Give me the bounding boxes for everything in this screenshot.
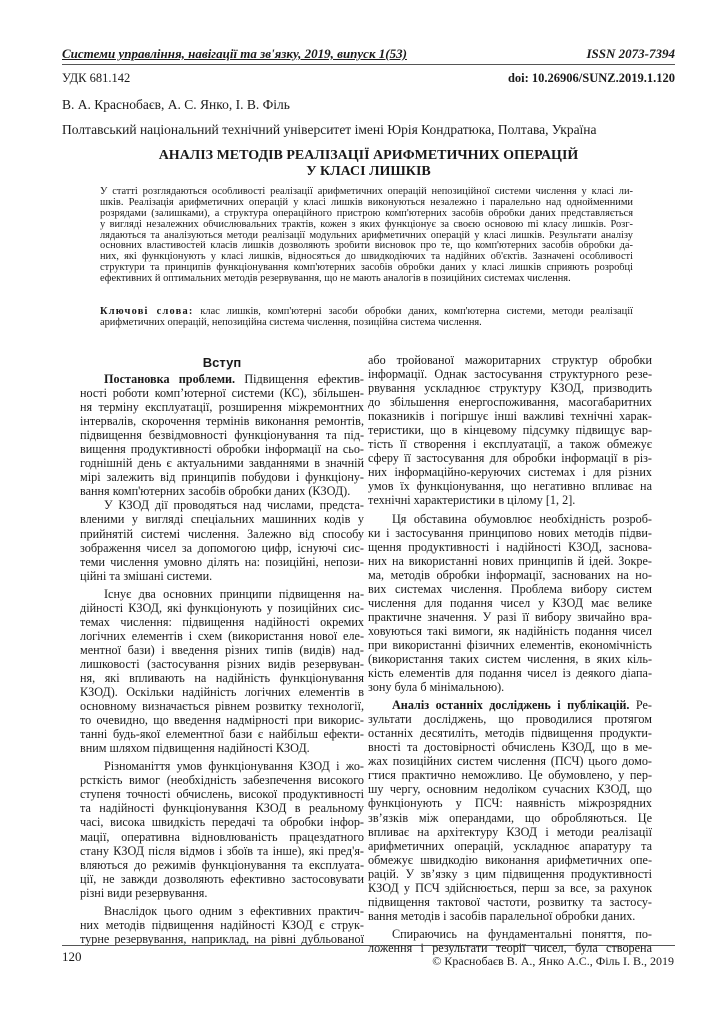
body-text-line: рвування ускладнює структуру КЗОД, призводить (368, 381, 652, 396)
abstract-line: у вигляді незалежних обчислювальних трактів, кожен з яких функціонує за своєю основою mi класу лишків. Розг- (100, 219, 633, 230)
body-text-line: КЗОД). Оскільки надійність логічних елементів в (80, 685, 364, 700)
body-text-line: темах числення: підвищення надійності окремих (80, 614, 364, 629)
body-text-line: ментної бази) і введення різних типів (видів) над- (80, 642, 364, 657)
section-heading-intro: Вступ (202, 355, 242, 370)
body-text-line: вності та достовірності обчислень КЗОД, що в ме- (368, 740, 652, 755)
body-text-line: обмежує швидкодію виконання арифметичних опе- (368, 852, 652, 867)
body-text-line: ки і застосування принципово нових методів підви- (368, 525, 652, 540)
body-text-line: зультати досліджень, що проводилися протягом (368, 712, 652, 727)
keywords-line-2: арифметичних операцій, непозиційна система числення, позиційна система числення. (100, 317, 482, 328)
doi[interactable]: doi: 10.26906/SUNZ.2019.1.120 (507, 71, 675, 85)
body-text-line: ня, які впливають на надійність функціонування (80, 670, 364, 685)
body-text-line: різні види резервування. (80, 885, 208, 900)
body-text-line: практичне значення. У разі її вибору звичайно вра- (368, 609, 652, 624)
body-text-line: інформації. Однак застосування структурного резе- (368, 367, 652, 382)
body-text-line: вляються до режимів функціонування та експлуата- (80, 857, 364, 872)
body-text-line: ційні та змішані системи. (80, 568, 213, 583)
body-text-line: стану КЗОД після відмов і збоїв та інше), які пред'я- (80, 843, 364, 858)
abstract (100, 187, 633, 285)
article-title (62, 148, 675, 180)
body-text-line: мації, оперативна відновлюваність працездатного (80, 829, 364, 844)
body-text-line: (використання таких систем числення, в яких кіль- (368, 651, 652, 666)
body-text-line: Ця обставина обумовлює необхідність розроб- (392, 511, 652, 526)
keywords-label: Ключові слова: (100, 306, 194, 317)
body-text-line: та надійності функціонування КЗОД в реальному (80, 801, 364, 816)
abstract-line: шків. Реалізація арифметичних операцій у класі лишків виконуються незалежно і паралельно над однойменними (100, 197, 633, 208)
body-text-line: лишковості (застосування різних видів резервуван- (80, 656, 364, 671)
left-column (80, 354, 364, 946)
body-text-line: останніх десятиліть, методів підвищення продукти- (368, 726, 652, 741)
abstract-line: лядаються та аналізуються методи реалізації модульних арифметичних операцій у класі лишків. Результати аналізу (100, 230, 633, 241)
body-text-line (80, 372, 364, 386)
body-text-line: підвищення тактової частоти, розвитку та застосу- (368, 894, 652, 909)
body-text-line: рацій. У зв’язку з цим підвищення продуктивності (368, 866, 652, 881)
body-text-line: вищення продуктивності обробки інформації на сьо- (80, 442, 364, 457)
body-text-line: зону була б мінімальною). (368, 680, 505, 695)
body-text-line: У КЗОД дії проводяться над числами, предста- (104, 498, 364, 513)
body-text-line: ступеня точності обчислень, високої продуктивності (80, 787, 364, 802)
body-text-fragment: Ре- (629, 698, 652, 713)
article-title-line-2: У КЛАСІ ЛИШКІВ (306, 164, 431, 179)
paragraph-lead-heading: Аналіз останніх досліджень і публікацій. (392, 698, 630, 713)
body-text-line: Різноманіття умов функціонування КЗОД і жо- (104, 759, 364, 774)
copyright: © Краснобаєв В. А., Янко А.С., Філь І. В., 2019 (432, 954, 674, 968)
body-text-line: то очевидно, що введення надмірності при викорис- (80, 713, 364, 728)
body-text-line: Внаслідок цього одним з ефективних практич- (104, 903, 364, 918)
udk-code: УДК 681.142 (62, 71, 131, 85)
body-text-line: інтервалів, скорочення термінів виконання ремонтів, (80, 414, 364, 429)
body-text-line: шу чергу, основним недоліком сучасних КЗОД, що (368, 782, 652, 797)
running-header (62, 46, 675, 65)
body-text-line: вання методів і засобів паралельної обробки даних. (368, 908, 636, 923)
affiliation: Полтавський національний технічний університет імені Юрія Кондратюка, Полтава, Україна (62, 122, 597, 137)
abstract-line: структури та принципів функціонування комп'ютерних засобів обробки даних у класі лишків сприяють розробці (100, 263, 633, 274)
journal-title: Системи управління, навігації та зв'язку, 2019, випуск 1(53) (62, 46, 407, 61)
body-text-line: зв’язків між операндами, що обробляються. Це (368, 810, 652, 825)
body-text-line: технічні характеристики в цілому [1, 2]. (368, 493, 576, 508)
body-text-line: теристики, що в кінцевому підсумку підвищує вар- (368, 423, 652, 438)
body-text-line: дійності КЗОД, які функціонують у позиційних сис- (80, 600, 364, 615)
body-text-line: вним шляхом підвищення надійності КЗОД. (80, 741, 310, 756)
body-text-line: ня терміну експлуатації, розширення міжремонтних (80, 400, 364, 415)
body-text-line: турне резервування, наприклад, на рівні дубльованої (80, 931, 364, 946)
keywords-text-1: клас лишків, комп'ютерні засоби обробки даних, комп'ютерна системи, методи реалізації (200, 306, 633, 317)
body-text-line: функціонують у ПСЧ: наявність міжрозрядних (368, 796, 652, 811)
body-text-line: них інформаційно-керуючих системах і для різних (368, 465, 652, 480)
body-text-line: ма, методів обробки інформації, заснованих на но- (368, 567, 652, 582)
body-text-line: до збільшення енергоспоживання, масогабаритних (368, 395, 652, 410)
body-text-line: танні будь-якої елементної бази є найбільш ефекти- (80, 727, 364, 742)
body-text-line: вленими у вигляді спеціальних машинних кодів у (80, 512, 364, 527)
page-number: 120 (62, 949, 82, 964)
body-text-line: вих системах числення. Проблема вибору систем (368, 581, 652, 596)
body-text-line: теми числення умовно ділять на: позиційні, непози- (80, 554, 364, 569)
body-text-line: жах позиційних систем числення (ПСЧ) цього домо- (368, 754, 652, 769)
body-text-line (368, 698, 652, 712)
abstract-line: У статті розглядаються особливості реалізації арифметичних операцій непозиційної системи числення у класі ли- (100, 187, 633, 197)
body-text-line: ховуються такі вимоги, як надійність подання чисел (368, 623, 652, 638)
footer-rule (62, 945, 675, 946)
issn: ISSN 2073-7394 (586, 46, 675, 61)
body-text-line: тість її створення і експлуатації, а також обмежує (368, 437, 652, 452)
body-text-line: сферу її застосування для обробки інформації в різ- (368, 451, 652, 466)
body-text-line: зображення чисел за допомогою цифр, існуючі сис- (80, 540, 364, 555)
right-column (368, 353, 652, 955)
body-text-line: КЗОД у ПСЧ здійснюється, перш за все, за рахунок (368, 880, 652, 895)
body-text-line: кість елементів для подання чисел із деякого діапа- (368, 666, 652, 681)
body-text-fragment: Підвищення ефектив- (235, 372, 364, 386)
body-text-line: мірі залежить від принципів побудови і функціону- (80, 470, 364, 485)
abstract-line: них, які функціонують у класі лишків, відносяться до швидкодіючих та надійних об'єктів. Зазначені особливості (100, 252, 633, 263)
body-text-line: ложення і результати теорії чисел, була створена (368, 940, 652, 955)
body-text-line: логічних елементів і схем (використання нової еле- (80, 628, 364, 643)
body-text-line: арифметичних операцій, ускладнює апаратуру та (368, 838, 652, 853)
body-text-line: основному визначається рівнем розвитку технології, (80, 699, 364, 714)
body-text-line: вання комп'ютерних засобів обробки даних (КЗОД). (80, 484, 351, 499)
authors: В. А. Краснобаєв, А. С. Янко, І. В. Філь (62, 97, 290, 112)
body-text-line: Спираючись на фундаментальні поняття, по- (392, 926, 652, 941)
body-text-line: ції, не завжди дозволяють ефективно застосовувати (80, 871, 364, 886)
body-text-line: ності роботи комп’ютерної системи (КС), збільшен- (80, 386, 364, 401)
body-text-line: прийнятій системі числення. Залежно від способу (80, 526, 364, 541)
body-text-line: щення продуктивності і надійності КЗОД, заснова- (368, 539, 652, 554)
body-text-line: них на використанні нових принципів й ідей. Зокре- (368, 553, 652, 568)
keywords-line-1 (100, 306, 633, 317)
body-text-line: них методів підвищення надійності КЗОД є струк- (80, 917, 364, 932)
body-text-line: числення для подання чисел у КЗОД має велике (368, 595, 652, 610)
body-text-line: умов їх функціонування, що негативно впливає на (368, 479, 652, 494)
abstract-line: розрядами (залишками), а структура операційного пристрою комп'ютерних засобів обробки даних представляється (100, 208, 633, 219)
body-text-line: Існує два основних принципи підвищення на- (104, 586, 364, 601)
body-text-line: годнішній день є актуальними завданнями в значній (80, 456, 364, 471)
body-text-line: показників і погіршує інші важливі технічні харак- (368, 409, 652, 424)
body-text-line: при використанні фізичних елементів, економічність (368, 637, 652, 652)
body-text-line: рсткість вимог (необхідність забезпечення високого (80, 773, 364, 788)
article-title-line-1: АНАЛІЗ МЕТОДІВ РЕАЛІЗАЦІЇ АРИФМЕТИЧНИХ ОПЕРАЦІЙ (158, 148, 579, 163)
keywords (100, 306, 633, 328)
paragraph-lead-heading: Постановка проблеми. (104, 372, 236, 386)
body-text-line: впливає на архітектуру КЗОД і методи реалізації (368, 824, 652, 839)
body-text-line: гтися практично неможливо. Це обумовлено, у пер- (368, 768, 652, 783)
body-text-line: підвищення безвідмовності функціонування та під- (80, 428, 364, 443)
body-text-line: або тройованої мажоритарних структур обробки (368, 353, 652, 367)
body-text-line: часі, висока швидкість передачі та обробки інфор- (80, 815, 364, 830)
abstract-line: основних властивостей класів лишків дозволяють зробити висновок про те, що комп'ютерних засобів обробки да- (100, 241, 633, 252)
abstract-line: ефективних й оптимальних методів резервування, що не мають аналогів в позиційних системах числення. (100, 274, 571, 285)
